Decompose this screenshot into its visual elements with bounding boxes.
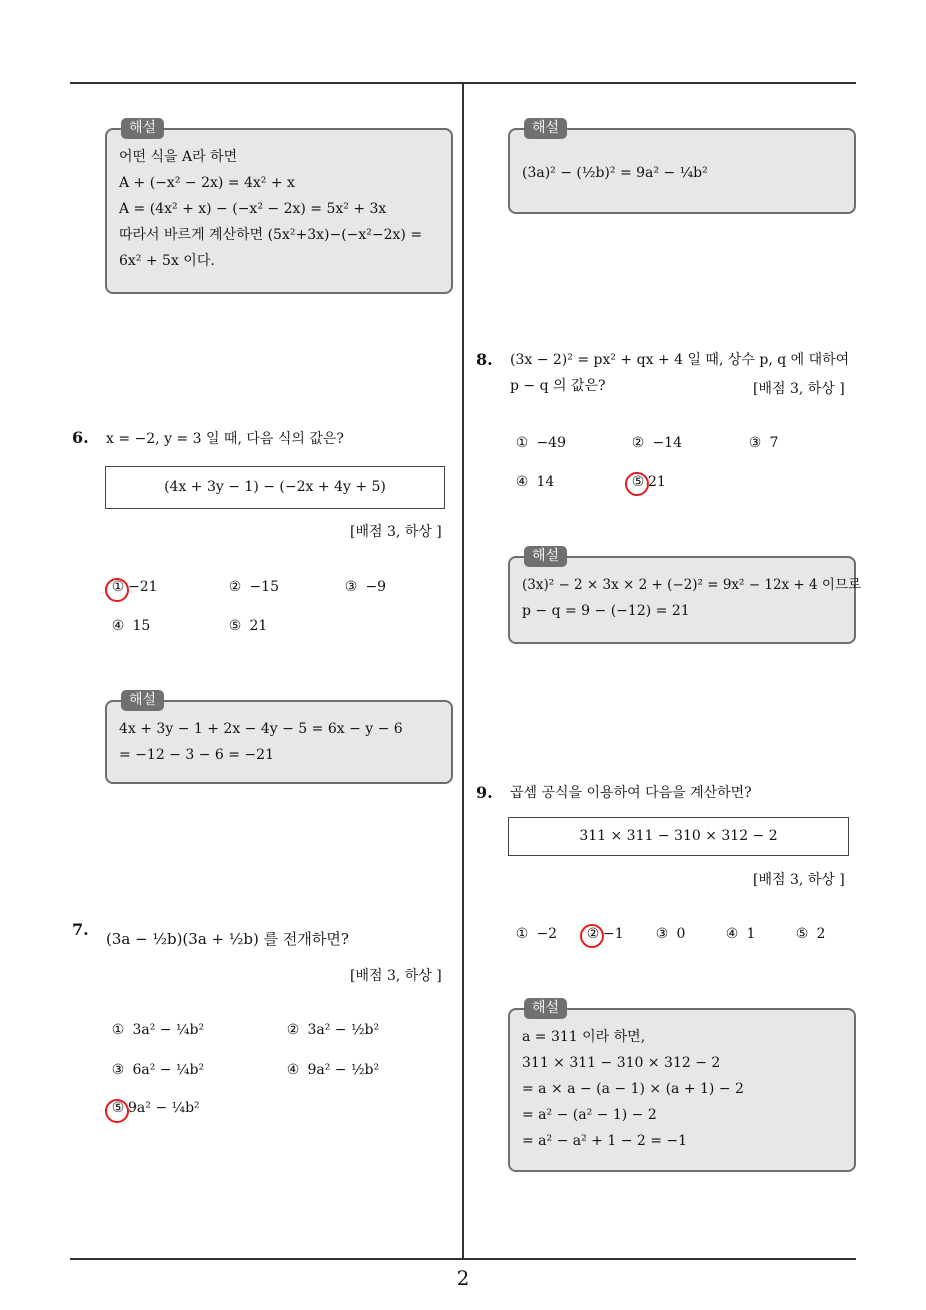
choice-mark: ④ [515,474,529,490]
answer-circle-marker [625,472,649,496]
choice-text: −1 [603,926,624,942]
choice-9-1[interactable] [512,926,557,942]
choice-6-5[interactable] [225,618,267,634]
choice-8-3[interactable] [745,435,778,451]
solution-label: 해설 [524,546,567,567]
score-meta-9: [배점 3, 하상 ] [753,872,845,888]
expression-box-6 [105,466,445,509]
choice-mark: ② [586,926,600,942]
answer-circle-marker [580,924,604,948]
choice-mark: ④ [286,1062,300,1078]
choice-7-3[interactable] [108,1062,204,1078]
choice-text: 3a² − ½b² [307,1022,380,1038]
choice-text: 1 [746,926,756,942]
choice-mark: ② [631,435,645,451]
choice-mark: ① [111,1022,125,1038]
solution-box-q5 [105,120,453,294]
choice-9-3[interactable] [652,926,685,942]
choice-9-5[interactable] [792,926,825,942]
choice-mark: ① [515,926,529,942]
solution-line: a = 311 이라 하면, [522,1029,646,1045]
question-number-9: 9. [476,783,493,802]
solution-line: = a × a − (a − 1) × (a + 1) − 2 [522,1081,744,1097]
choice-6-2[interactable] [225,579,279,595]
choice-text: 14 [536,474,555,490]
question-text-9: 곱셈 공식을 이용하여 다음을 계산하면? [510,785,752,801]
choice-mark: ② [286,1022,300,1038]
page-number: 2 [456,1266,470,1290]
expression-6: (4x + 3y − 1) − (−2x + 4y + 5) [164,479,386,495]
solution-line: 어떤 식을 A라 하면 [119,149,238,165]
choice-9-4[interactable] [722,926,755,942]
choice-text: −9 [365,579,387,595]
solution-line: = −12 − 3 − 6 = −21 [119,747,274,763]
choice-text: 21 [249,618,268,634]
choice-text: −14 [652,435,682,451]
solution-line: (3x)² − 2 × 3x × 2 + (−2)² = 9x² − 12x + 4 이므로 [522,577,862,593]
choice-text: 9a² − ¼b² [128,1100,200,1116]
expression-box-9 [508,817,849,856]
question-number-7: 7. [72,920,89,939]
solution-line: A + (−x² − 2x) = 4x² + x [119,175,295,191]
choice-8-2[interactable] [628,435,682,451]
choice-text: 21 [648,474,666,490]
solution-box-q8 [508,548,862,644]
choice-mark: ① [515,435,529,451]
answer-circle-marker [105,578,129,602]
question-number-6: 6. [72,428,89,447]
question-text-8-line2: p − q 의 값은? [510,378,606,394]
choice-text: 9a² − ½b² [307,1062,380,1078]
choice-mark: ③ [344,579,358,595]
solution-line: 4x + 3y − 1 + 2x − 4y − 5 = 6x − y − 6 [119,721,403,737]
solution-line: = a² − a² + 1 − 2 = −1 [522,1133,688,1149]
choice-text: 0 [676,926,686,942]
question-text-6: x = −2, y = 3 일 때, 다음 식의 값은? [106,431,344,447]
choice-mark: ③ [111,1062,125,1078]
solution-line: 6x² + 5x 이다. [119,253,215,269]
choice-mark: ① [111,579,125,595]
choice-6-3[interactable] [341,579,386,595]
score-meta-8: [배점 3, 하상 ] [753,381,845,397]
choice-text: −49 [536,435,566,451]
expression-9: 311 × 311 − 310 × 312 − 2 [579,828,778,844]
choice-mark: ⑤ [111,1100,125,1116]
choice-6-4[interactable] [108,618,150,634]
solution-line: = a² − (a² − 1) − 2 [522,1107,657,1123]
solution-line: 311 × 311 − 310 × 312 − 2 [522,1055,721,1071]
solution-label: 해설 [121,118,164,139]
solution-line: p − q = 9 − (−12) = 21 [522,603,690,619]
choice-mark: ③ [655,926,669,942]
choice-8-1[interactable] [512,435,566,451]
choice-text: 7 [769,435,779,451]
score-meta-7: [배점 3, 하상 ] [350,968,442,984]
choice-7-1[interactable] [108,1022,204,1038]
choice-mark: ⑤ [228,618,242,634]
score-meta-6: [배점 3, 하상 ] [350,524,442,540]
solution-box-q7 [508,120,856,214]
solution-label: 해설 [524,998,567,1019]
question-text-7: (3a − ½b)(3a + ½b) 를 전개하면? [106,930,349,948]
choice-text: 2 [816,926,826,942]
choice-7-4[interactable] [283,1062,379,1078]
solution-box-q9 [508,1000,856,1172]
solution-label: 해설 [524,118,567,139]
question-number-8: 8. [476,350,493,369]
choice-text: −21 [128,579,158,595]
choice-text: 15 [132,618,151,634]
choice-text: 3a² − ¼b² [132,1022,205,1038]
choice-mark: ④ [111,618,125,634]
choice-7-2[interactable] [283,1022,379,1038]
choice-mark: ② [228,579,242,595]
choice-mark: ④ [725,926,739,942]
solution-line: A = (4x² + x) − (−x² − 2x) = 5x² + 3x [119,201,387,217]
choice-mark: ⑤ [631,474,645,490]
solution-label: 해설 [121,690,164,711]
solution-line: (3a)² − (½b)² = 9a² − ¼b² [522,165,708,181]
solution-box-q6 [105,692,453,784]
bottom-rule [70,1258,856,1260]
solution-line: 따라서 바르게 계산하면 (5x²+3x)−(−x²−2x) = [119,227,423,243]
question-text-8-line1: (3x − 2)² = px² + qx + 4 일 때, 상수 p, q 에 대하여 [510,352,850,368]
choice-mark: ③ [748,435,762,451]
column-divider [462,83,464,1259]
choice-mark: ⑤ [795,926,809,942]
choice-text: −15 [249,579,279,595]
choice-text: 6a² − ¼b² [132,1062,205,1078]
choice-8-4[interactable] [512,474,554,490]
choice-text: −2 [536,926,558,942]
answer-circle-marker [105,1099,129,1123]
